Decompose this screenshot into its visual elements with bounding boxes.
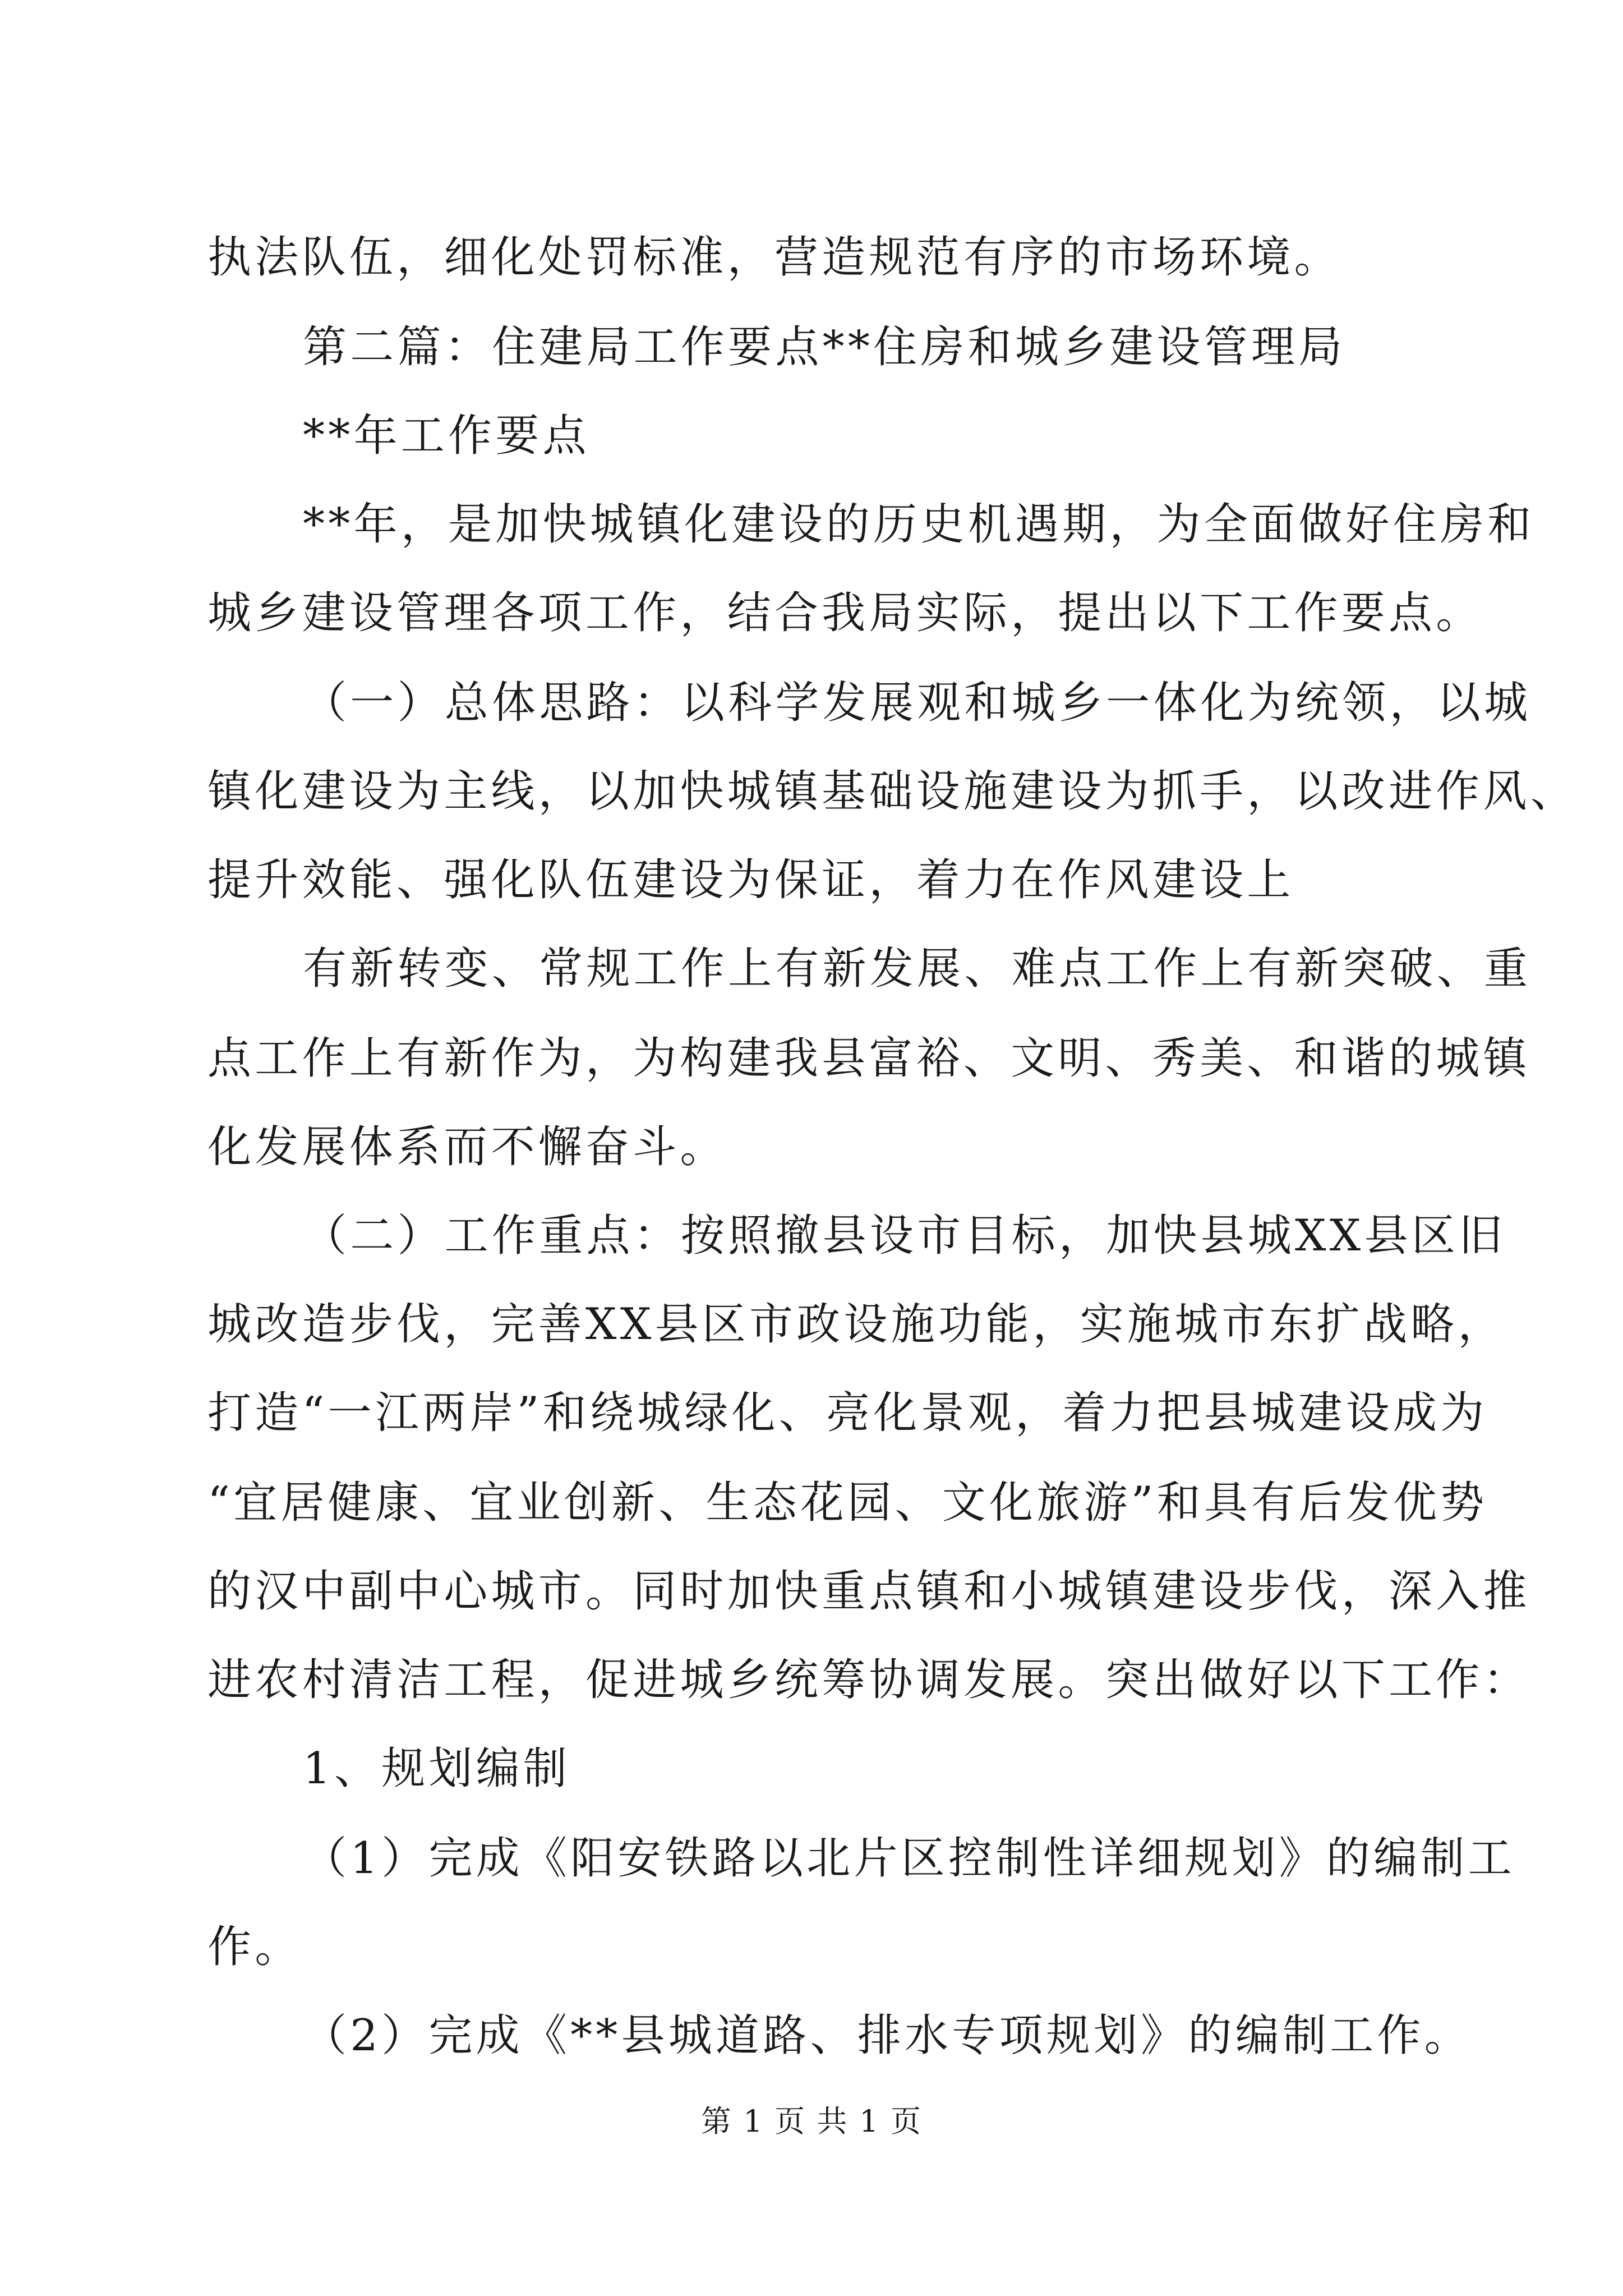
list-item: （2）完成《**县城道路、排水专项规划》的编制工作。 — [303, 2010, 1472, 2061]
body-line: 城乡建设管理各项工作，结合我局实际，提出以下工作要点。 — [208, 588, 1483, 638]
body-line: 点工作上有新作为，为构建我县富裕、文明、秀美、和谐的城镇 — [208, 1033, 1530, 1084]
body-line: 打造“一江两岸”和绕城绿化、亮化景观，着力把县城建设成为 — [208, 1388, 1488, 1438]
list-heading: 1、规划编制 — [303, 1743, 571, 1794]
page-number-footer: 第 1 页 共 1 页 — [700, 2104, 923, 2139]
body-line: 化发展体系而不懈奋斗。 — [208, 1122, 727, 1172]
list-item: （1）完成《阳安铁路以北片区控制性详细规划》的编制工 — [303, 1833, 1515, 1884]
body-line: 执法队伍，细化处罚标准，营造规范有序的市场环境。 — [208, 232, 1341, 283]
body-line: 的汉中副中心城市。同时加快重点镇和小城镇建设步伐，深入推 — [208, 1566, 1530, 1617]
body-line: **年，是加快城镇化建设的历史机遇期，为全面做好住房和 — [303, 499, 1535, 550]
body-line: “宜居健康、宜业创新、生态花园、文化旅游”和具有后发优势 — [208, 1478, 1488, 1528]
body-line: 提升效能、强化队伍建设为保证，着力在作风建设上 — [208, 855, 1294, 905]
list-item-continuation: 作。 — [208, 1922, 302, 1972]
body-line: 城改造步伐，完善XX县区市政设施功能，实施城市东扩战略， — [208, 1299, 1505, 1350]
body-line: 进农村清洁工程，促进城乡统筹协调发展。突出做好以下工作： — [208, 1655, 1530, 1705]
body-line: 镇化建设为主线，以加快城镇基础设施建设为抓手，以改进作风、 — [208, 766, 1578, 817]
body-line: 有新转变、常规工作上有新发展、难点工作上有新突破、重 — [303, 944, 1532, 994]
section-heading: 第二篇：住建局工作要点**住房和城乡建设管理局 — [303, 322, 1346, 372]
body-line: （二）工作重点：按照撤县设市目标，加快县城XX县区旧 — [303, 1211, 1506, 1261]
body-line: （一）总体思路：以科学发展观和城乡一体化为统领，以城 — [303, 678, 1532, 728]
section-subheading: **年工作要点 — [303, 411, 590, 461]
